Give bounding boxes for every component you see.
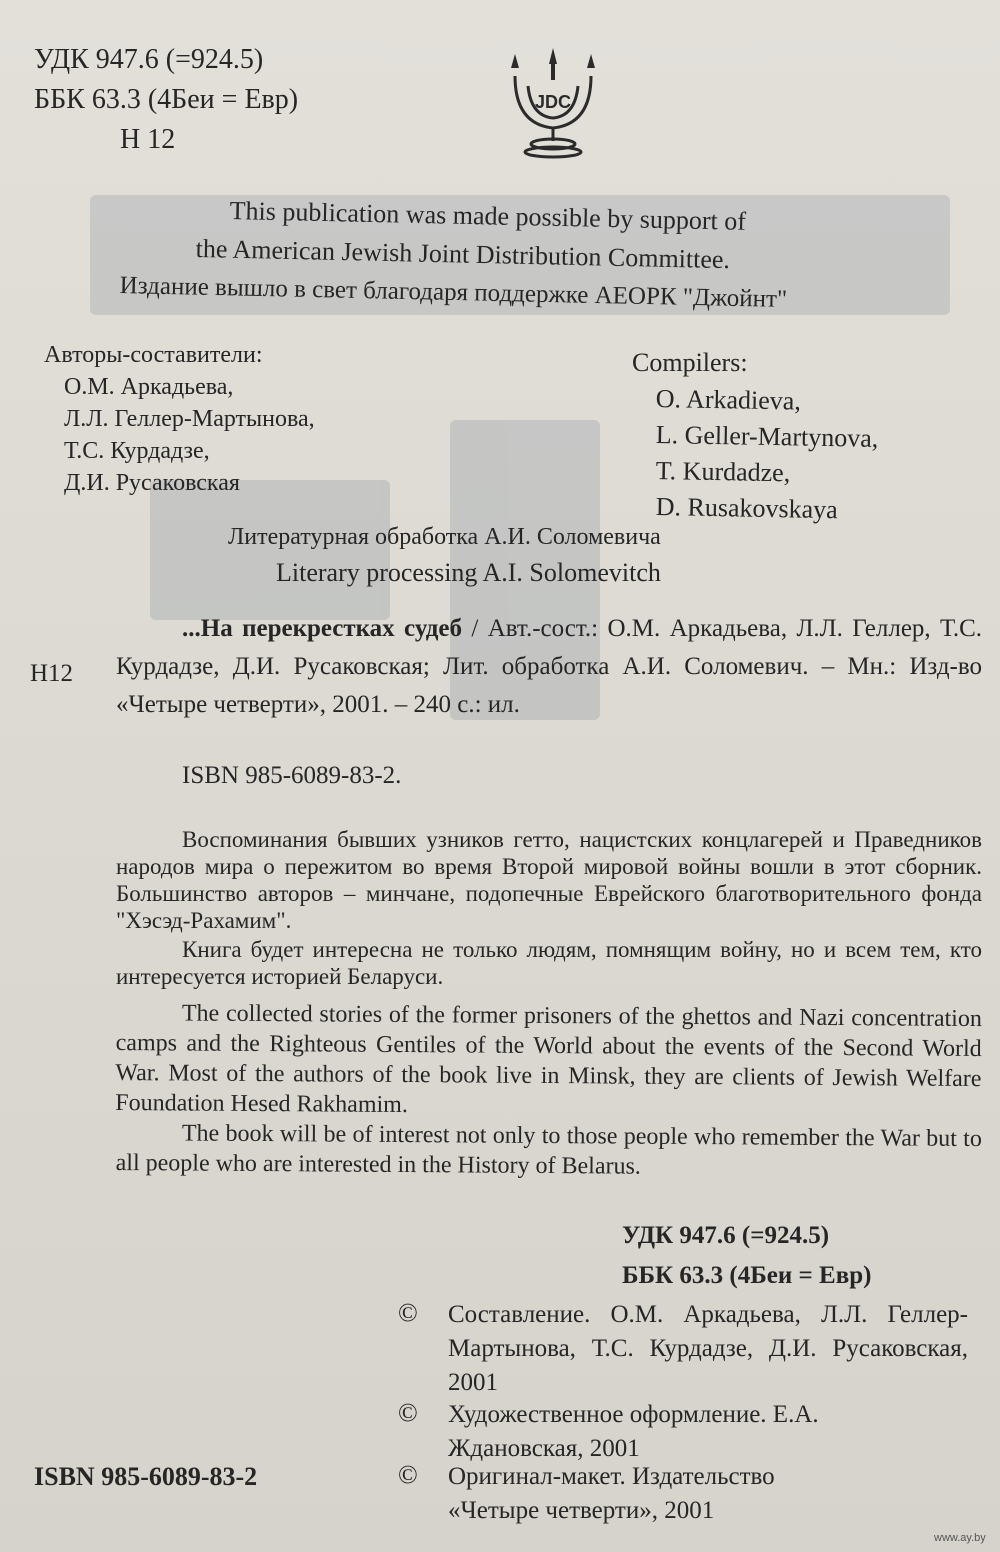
copyright-symbol: © [398, 1460, 418, 1489]
compiler-ru-name: Д.И. Русаковская [64, 470, 240, 496]
support-notice-en-1: This publication was made possible by support of [229, 196, 747, 236]
compiler-en-name: D. Rusakovskaya [655, 492, 838, 525]
annotation-en-paragraph-2: The book will be of interest not only to those people who remember the War but to all people who are interested in the History of Belarus. [115, 1120, 982, 1180]
literary-processing-ru: Литературная обработка А.И. Соломевича [228, 524, 661, 550]
compiler-en-name: O. Arkadieva, [655, 384, 802, 416]
compilers-en-heading: Compilers: [632, 348, 748, 377]
isbn-footer: ISBN 985-6089-83-2 [34, 1462, 258, 1491]
annotation-en-paragraph-1: The collected stories of the former prisoners of the ghettos and Nazi concentration camps and the Righteous Gentiles of the World about the events of the Second World War. Most of the authors of the book live in Minsk, they are clients of Jewish Welfare Foundation Hesed Rakhamim. [115, 1000, 982, 1119]
jdc-menorah-logo-icon [503, 46, 603, 166]
copyright-design [398, 1398, 968, 1468]
catalog-sign: Н12 [30, 660, 74, 687]
copyright-text: Составление. О.М. Аркадьева, Л.Л. Геллер-Мартынова, Т.С. Курдадзе, Д.И. Русаковская, 2001 [448, 1301, 968, 1396]
catalog-isbn: ISBN 985-6089-83-2. [182, 762, 402, 789]
udk-code: УДК 947.6 (=924.5) [34, 44, 264, 75]
catalog-entry [116, 610, 982, 724]
compiler-ru-name: О.М. Аркадьева, [64, 374, 234, 400]
author-sign: Н 12 [120, 124, 176, 155]
support-notice-ru: Издание вышло в свет благодаря поддержке АЕОРК "Джойнт" [119, 272, 788, 313]
copyright-compilation [398, 1298, 968, 1398]
compiler-en-name: T. Kurdadze, [655, 456, 791, 488]
copyright-layout [398, 1460, 968, 1540]
literary-processing-en: Literary processing A.I. Solomevitch [276, 558, 661, 587]
support-notice-en-2: the American Jewish Joint Distribution Committee. [195, 234, 731, 275]
compiler-ru-name: Л.Л. Геллер-Мартынова, [64, 406, 315, 432]
catalog-entry-details: / Авт.-сост.: О.М. Аркадьева, Л.Л. Геллер, Т.С. Курдадзе, Д.И. Русаковская; Лит. обработка А.И. Соломевич. – Мн.: Изд-во «Четыре четверти», 2001. – 240 с.: ил. [116, 615, 982, 718]
site-watermark: www.ay.by [934, 1532, 986, 1544]
compiler-ru-name: Т.С. Курдадзе, [64, 438, 210, 464]
annotation-ru-paragraph-1: Воспоминания бывших узников гетто, нацистских концлагерей и Праведников народов мира о пережитом во время Второй мировой войны вошли в этот сборник. Большинство авторов – минчане, подопечные Еврейского благотворительного фонда "Хэсэд-Рахамим". [116, 827, 982, 933]
copyright-symbol: © [398, 1398, 418, 1427]
bbk-code-repeat: ББК 63.3 (4Беи = Евр) [622, 1262, 872, 1289]
udk-code-repeat: УДК 947.6 (=924.5) [622, 1222, 830, 1249]
compiler-en-name: L. Geller-Martynova, [655, 420, 879, 453]
copyright-symbol: © [398, 1298, 418, 1327]
copyright-text: Художественное оформление. Е.А. Ждановская, 2001 [448, 1401, 819, 1462]
compilers-ru-heading: Авторы-составители: [44, 342, 263, 368]
jdc-logo-text: JDC [534, 92, 572, 112]
copyright-text: Оригинал-макет. Издательство «Четыре четверти», 2001 [448, 1463, 775, 1524]
annotation-ru-paragraph-2: Книга будет интересна не только людям, помнящим войну, но и всем тем, кто интересуется историей Беларуси. [116, 937, 982, 989]
bbk-code: ББК 63.3 (4Беи = Евр) [34, 84, 299, 115]
book-title: ...На перекрестках судеб [182, 615, 462, 642]
